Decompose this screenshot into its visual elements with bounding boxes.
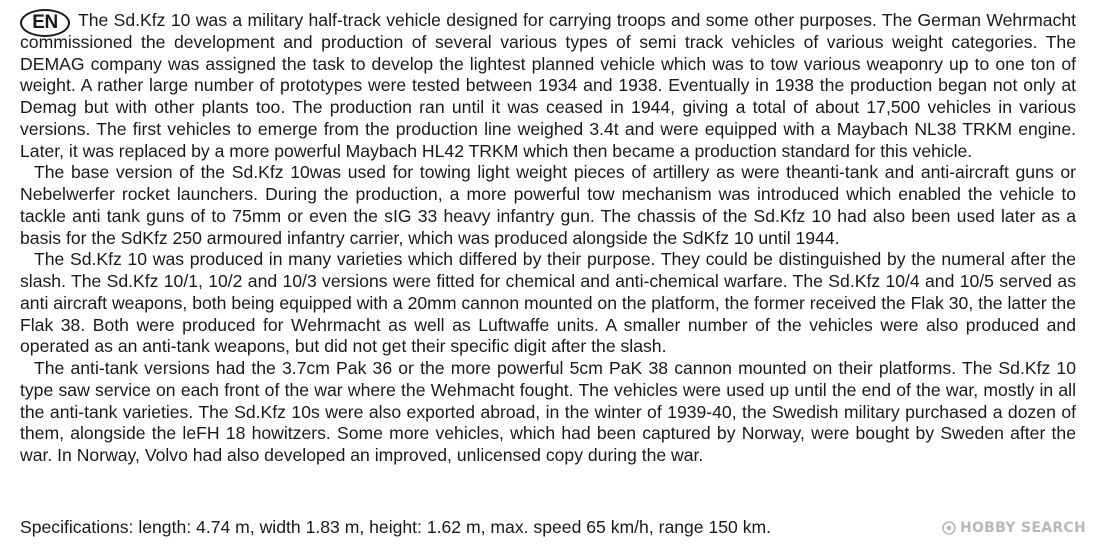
specifications-line: Specifications: length: 4.74 m, width 1.83 m, height: 1.62 m, max. speed 65 km/h, range 150 km. [20,517,772,537]
paragraph-varieties: The Sd.Kfz 10 was produced in many varieties which differed by their purpose. They could be distinguished by the numeral after the slash. The Sd.Kfz 10/1, 10/2 and 10/3 versions were fitted for chemical and anti-chemical warfare. The Sd.Kfz 10/4 and 10/5 served as anti aircraft weapons, both being equipped with a 20mm cannon mounted on the platform, the former received the Flak 30, the latter the Flak 38. Both were produced for Wehrmacht as well as Luftwaffe units. A smaller number of the vehicles were also produced and operated as an anti-tank weapons, but did not get their specific digit after the slash. [20,249,1076,357]
paragraph-anti-tank: The anti-tank versions had the 3.7cm Pak 36 or the more powerful 5cm PaK 38 cannon mounted on their platforms. The Sd.Kfz 10 type saw service on each front of the war where the Wehmacht fought. The vehicles were used up until the end of the war, mostly in all the anti-tank varieties. The Sd.Kfz 10s were also exported abroad, in the winter of 1939-40, the Swedish military purchased a dozen of them, alongside the leFH 18 howitzers. Some more vehicles, which had been captured by Norway, were bought by Sweden after the war. In Norway, Volvo had also developed an improved, unlicensed copy during the war. [20,358,1076,465]
document-body [20,10,1076,467]
watermark-text: HOBBY SEARCH [959,520,1086,536]
language-badge: EN [20,9,70,37]
search-logo-icon [942,521,956,535]
paragraph-base-version: The base version of the Sd.Kfz 10was used for towing light weight pieces of artillery as were theanti-tank and anti-aircraft guns or Nebelwerfer rocket launchers. During the production, a more powerful tow mechanism was introduced which enabled the vehicle to tackle anti tank guns of to 75mm or even the sIG 33 heavy infantry gun. The chassis of the Sd.Kfz 10 had also been used later as a basis for the SdKfz 250 armoured infantry carrier, which was produced alongside the SdKfz 10 until 1944. [20,162,1076,248]
watermark [942,520,1086,536]
paragraph-intro: The Sd.Kfz 10 was a military half-track vehicle designed for carrying troops and some other purposes. The German Wehrmacht commissioned the development and production of several various types of semi track vehicles of various weight categories. The DEMAG company was assigned the task to develop the lightest planned vehicle which was to tow various weaponry up to one ton of weight. A rather large number of prototypes were tested between 1934 and 1938. Eventually in 1938 the production began not only at Demag but with other plants too. The production ran until it was ceased in 1944, giving a total of about 17,500 vehicles in various versions. The first vehicles to emerge from the production line weighed 3.4t and were equipped with a Maybach NL38 TRKM engine. Later, it was replaced by a more powerful Maybach HL42 TRKM which then became a production standard for this vehicle. [20,10,1076,161]
